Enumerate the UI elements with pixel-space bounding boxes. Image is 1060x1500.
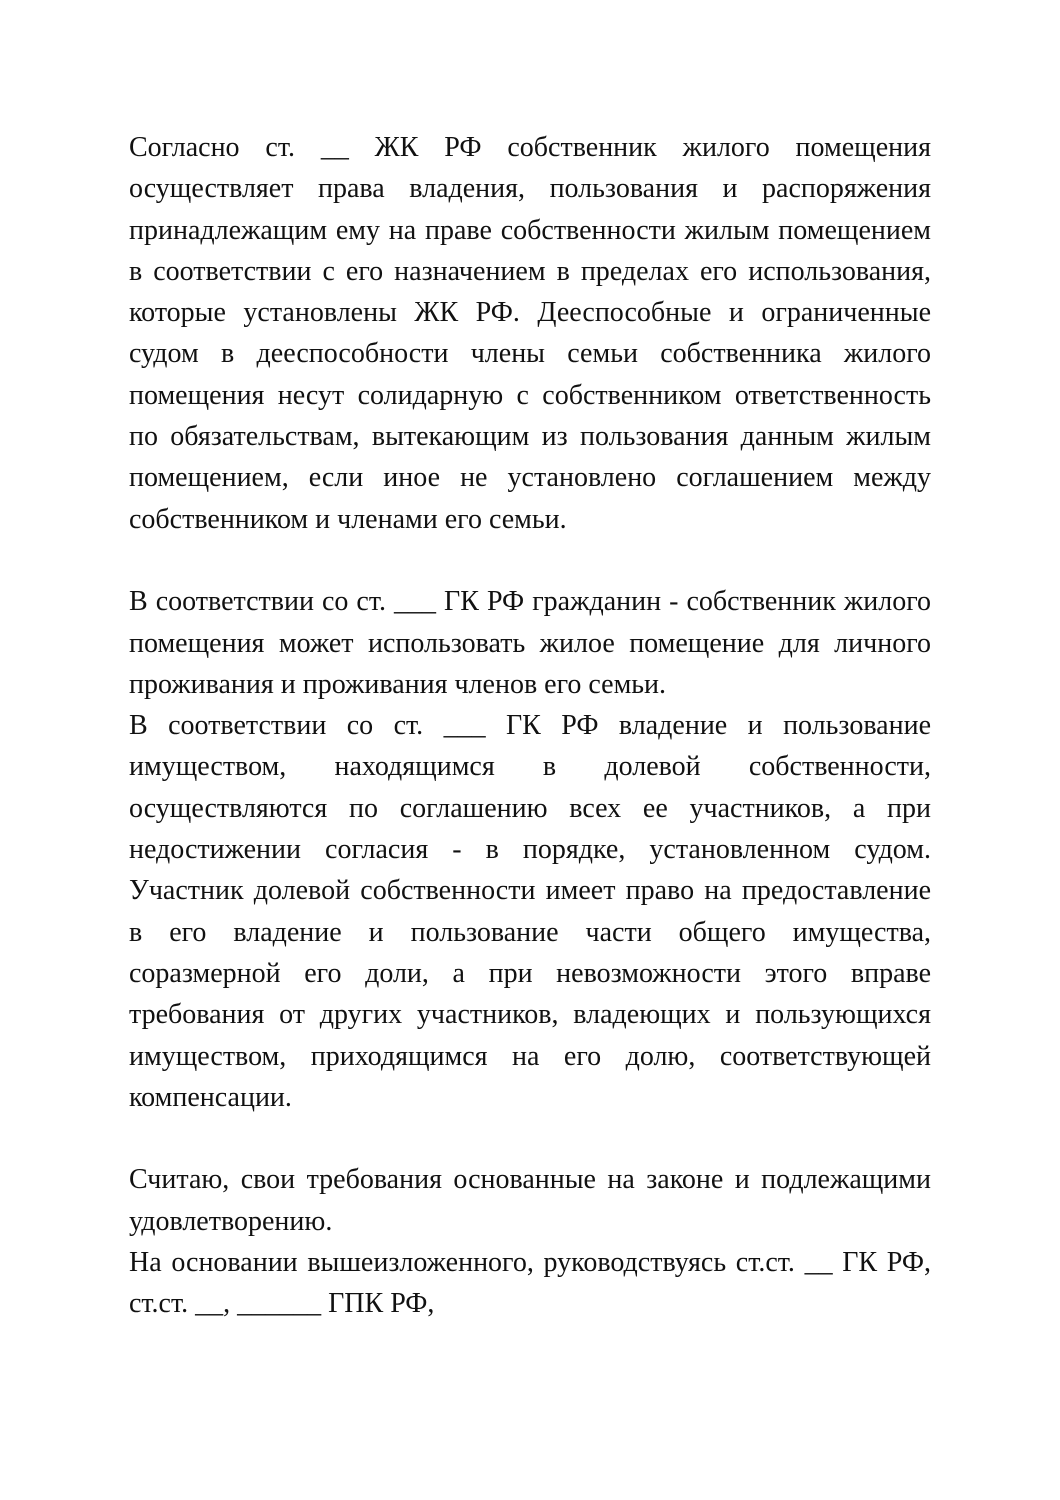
paragraph-spacer xyxy=(129,540,931,581)
paragraph-claims-justified: Считаю, свои требования основанные на законе и подлежащими удовлетворению. xyxy=(129,1164,931,1237)
paragraph-spacer xyxy=(129,1118,931,1159)
paragraph-owner-rights: Согласно ст. __ ЖК РФ собственник жилого помещения осуществляет права владения, пользования и распоряжения принадлежащим ему на праве собственности жилым помещением в соответствии с его назначением в пределах его использования, которые установлены ЖК РФ. Дееспособные и ограниченные судом в дееспособности члены семьи собственника жилого помещения несут солидарную с собственником ответственность по обязательствам, вытекающим из пользования данным жилым помещением, если иное не установлено соглашением между собственником и членами его семьи. xyxy=(129,132,931,535)
document-page xyxy=(129,127,931,1325)
paragraph-citizen-owner: В соответствии со ст. ___ ГК РФ гражданин - собственник жилого помещения может использовать жилое помещение для личного проживания и проживания членов его семьи. xyxy=(129,586,931,700)
paragraph-shared-ownership: В соответствии со ст. ___ ГК РФ владение и пользование имуществом, находящимся в долевой собственности, осуществляются по соглашению всех ее участников, а при недостижении согласия - в порядке, установленном судом. Участник долевой собственности имеет право на предоставление в его владение и пользование части общего имущества, соразмерной его доли, а при невозможности этого вправе требования от других участников, владеющих и пользующихся имуществом, приходящимся на его долю, соответствующей компенсации. xyxy=(129,710,931,1113)
paragraph-legal-basis: На основании вышеизложенного, руководствуясь ст.ст. __ ГК РФ, ст.ст. __, ______ ГПК РФ, xyxy=(129,1247,931,1320)
